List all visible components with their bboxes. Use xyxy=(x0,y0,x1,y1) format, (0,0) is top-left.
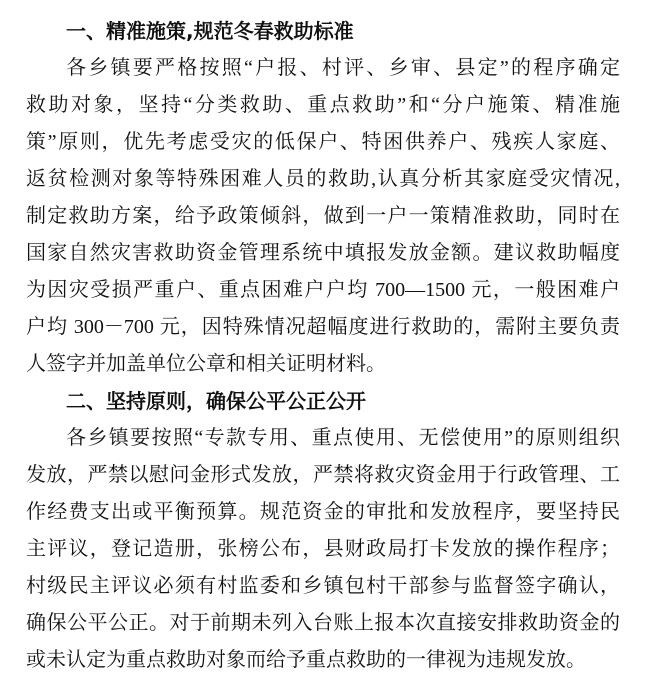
section-1-line-6: 国家自然灾害救助资金管理系统中填报发放金额。建议救助幅度 xyxy=(26,242,620,264)
section-1-line-7: 为因灾受损严重户、重点困难户户均 700—1500 元，一般困难户 xyxy=(26,279,620,301)
section-heading-2: 二、坚持原则，确保公平公正公开 xyxy=(66,389,366,413)
section-1-line-1: 各乡镇要严格按照“户报、村评、乡审、县定”的程序确定 xyxy=(66,57,620,79)
section-2-line-4: 主评议，登记造册，张榜公布，县财政局打卡发放的操作程序； xyxy=(26,538,620,560)
section-1-line-3: 策”原则，优先考虑受灾的低保户、特困供养户、残疾人家庭、 xyxy=(26,131,620,153)
section-2-line-7: 或未认定为重点救助对象而给予重点救助的一律视为违规发放。 xyxy=(26,649,586,671)
section-2-line-6: 确保公平公正。对于前期未列入台账上报本次直接安排救助资金的 xyxy=(26,612,620,634)
section-1-line-8: 户均 300－700 元，因特殊情况超幅度进行救助的，需附主要负责 xyxy=(26,316,620,338)
section-1-line-9: 人签字并加盖单位公章和相关证明材料。 xyxy=(26,353,386,375)
section-1-line-5: 制定救助方案，给予政策倾斜，做到一户一策精准救助，同时在 xyxy=(26,205,620,227)
section-1-line-2: 救助对象，坚持“分类救助、重点救助”和“分户施策、精准施 xyxy=(26,94,620,116)
section-1-line-4: 返贫检测对象等特殊困难人员的救助,认真分析其家庭受灾情况, xyxy=(26,168,620,190)
document-body xyxy=(26,13,620,679)
section-2-line-2: 发放，严禁以慰问金形式发放，严禁将救灾资金用于行政管理、工 xyxy=(26,464,620,486)
section-2-line-1: 各乡镇要按照“专款专用、重点使用、无偿使用”的原则组织 xyxy=(66,427,620,449)
section-heading-1: 一、精准施策,规范冬春救助标准 xyxy=(66,19,354,43)
section-2-line-5: 村级民主评议必须有村监委和乡镇包村干部参与监督签字确认， xyxy=(26,575,620,597)
section-2-line-3: 作经费支出或平衡预算。规范资金的审批和发放程序，要坚持民 xyxy=(26,501,620,523)
